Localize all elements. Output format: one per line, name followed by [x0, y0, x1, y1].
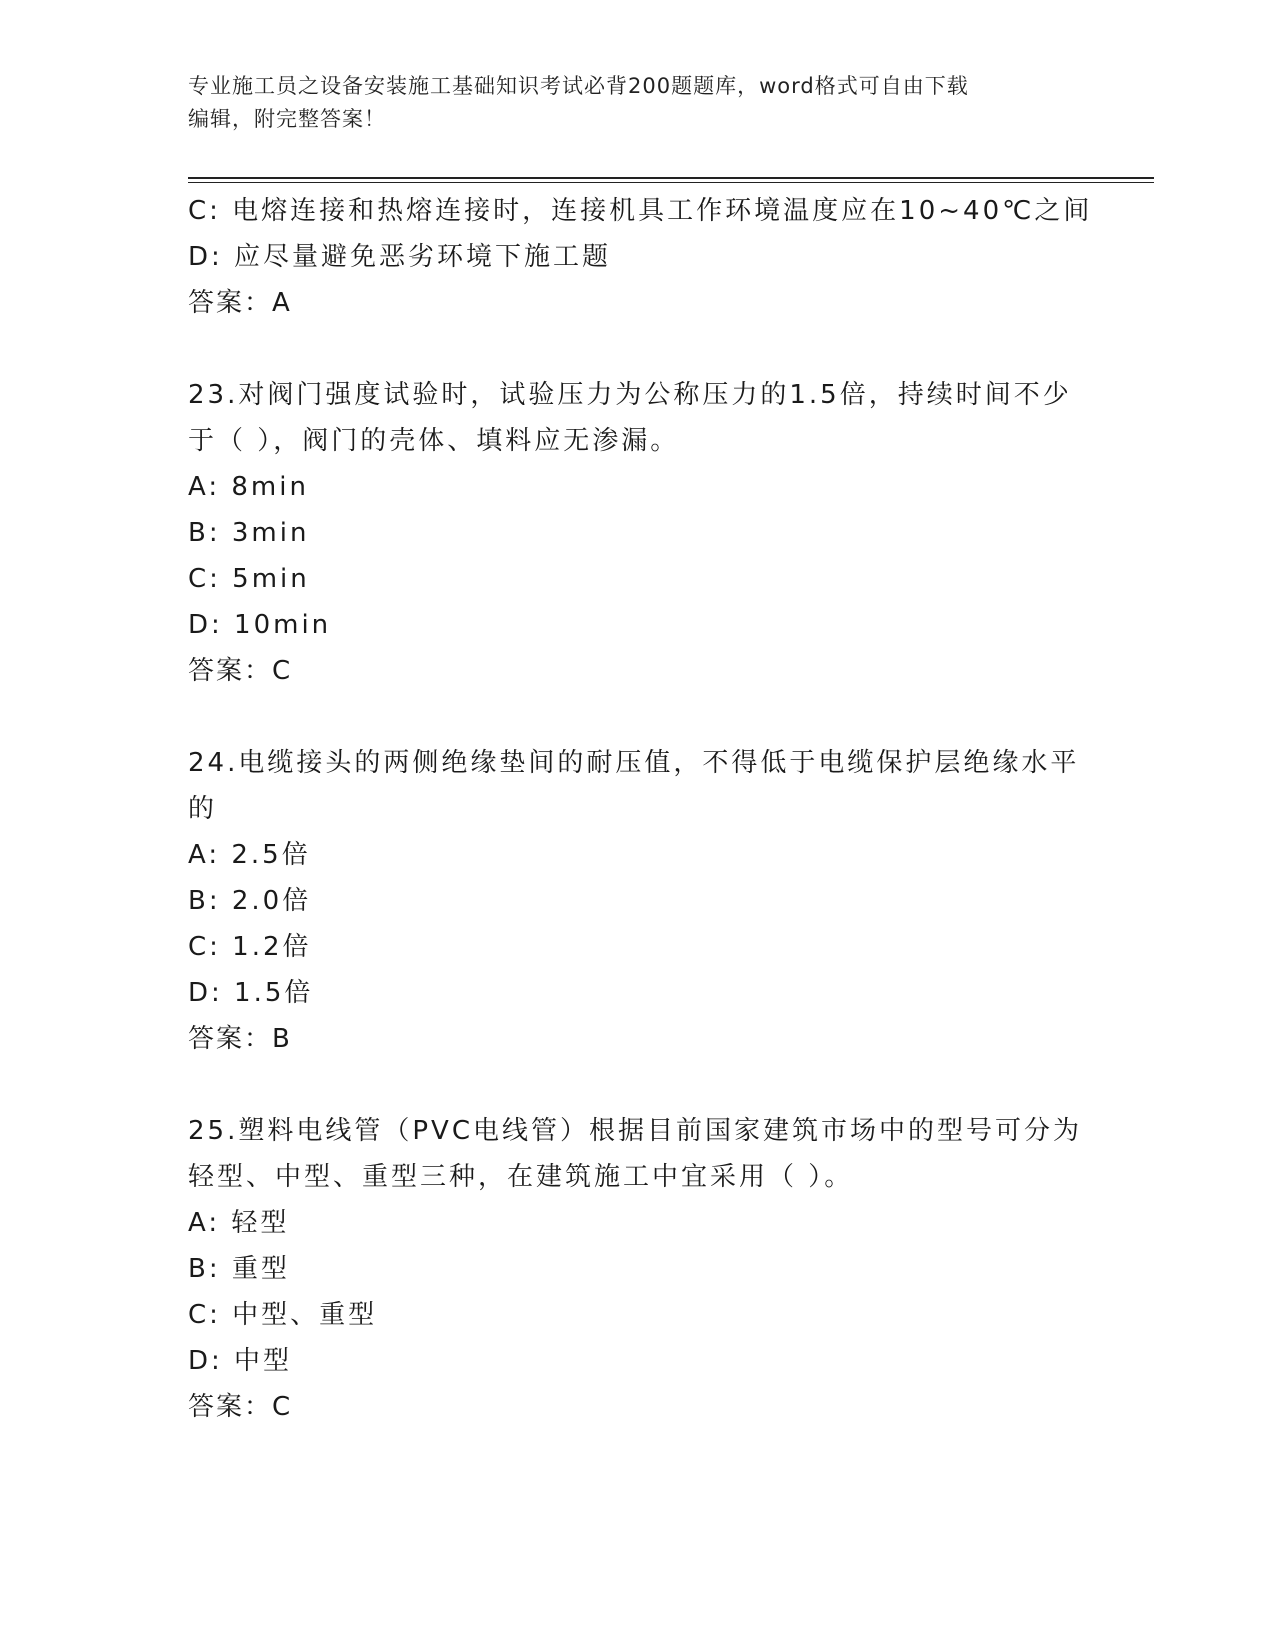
question-25 [188, 1108, 1088, 1430]
question-23 [188, 372, 1088, 694]
question-content [188, 188, 1093, 1430]
option-a: A: 2.5倍 [188, 840, 311, 870]
option-c: C: 电熔连接和热熔连接时，连接机具工作环境温度应在10~40℃之间 [188, 196, 1093, 226]
question-stem-line-1: 25.塑料电线管（PVC电线管）根据目前国家建筑市场中的型号可分为 [188, 1116, 1082, 1146]
header-title-line-2: 编辑，附完整答案！ [188, 107, 386, 131]
option-b: B: 重型 [188, 1254, 290, 1284]
option-d: D: 10min [188, 610, 332, 640]
document-header [188, 70, 1088, 136]
question-24 [188, 740, 1088, 1062]
header-title-line-1: 专业施工员之设备安装施工基础知识考试必背200题题库，word格式可自由下载 [188, 74, 969, 98]
question-stem-line-2: 的 [188, 794, 218, 824]
question-stem-line-2: 于（ ），阀门的壳体、填料应无渗漏。 [188, 426, 680, 456]
option-b: B: 2.0倍 [188, 886, 312, 916]
option-d: D: 1.5倍 [188, 978, 314, 1008]
question-stem-line-1: 23.对阀门强度试验时，试验压力为公称压力的1.5倍，持续时间不少 [188, 380, 1072, 410]
question-stem-line-1: 24.电缆接头的两侧绝缘垫间的耐压值，不得低于电缆保护层绝缘水平 [188, 748, 1080, 778]
answer-line: 答案：A [188, 288, 292, 318]
option-d: D: 应尽量避免恶劣环境下施工题 [188, 242, 612, 272]
header-divider-thin [188, 182, 1154, 183]
answer-line: 答案：B [188, 1024, 292, 1054]
option-c: C: 1.2倍 [188, 932, 312, 962]
option-a: A: 8min [188, 472, 309, 502]
previous-question-block [188, 188, 1093, 326]
option-d: D: 中型 [188, 1346, 293, 1376]
header-divider-thick [188, 177, 1154, 179]
option-c: C: 5min [188, 564, 310, 594]
option-b: B: 3min [188, 518, 310, 548]
option-c: C: 中型、重型 [188, 1300, 378, 1330]
question-stem-line-2: 轻型、中型、重型三种，在建筑施工中宜采用（ ）。 [188, 1162, 854, 1192]
answer-line: 答案：C [188, 656, 293, 686]
option-a: A: 轻型 [188, 1208, 290, 1238]
answer-line: 答案：C [188, 1392, 293, 1422]
